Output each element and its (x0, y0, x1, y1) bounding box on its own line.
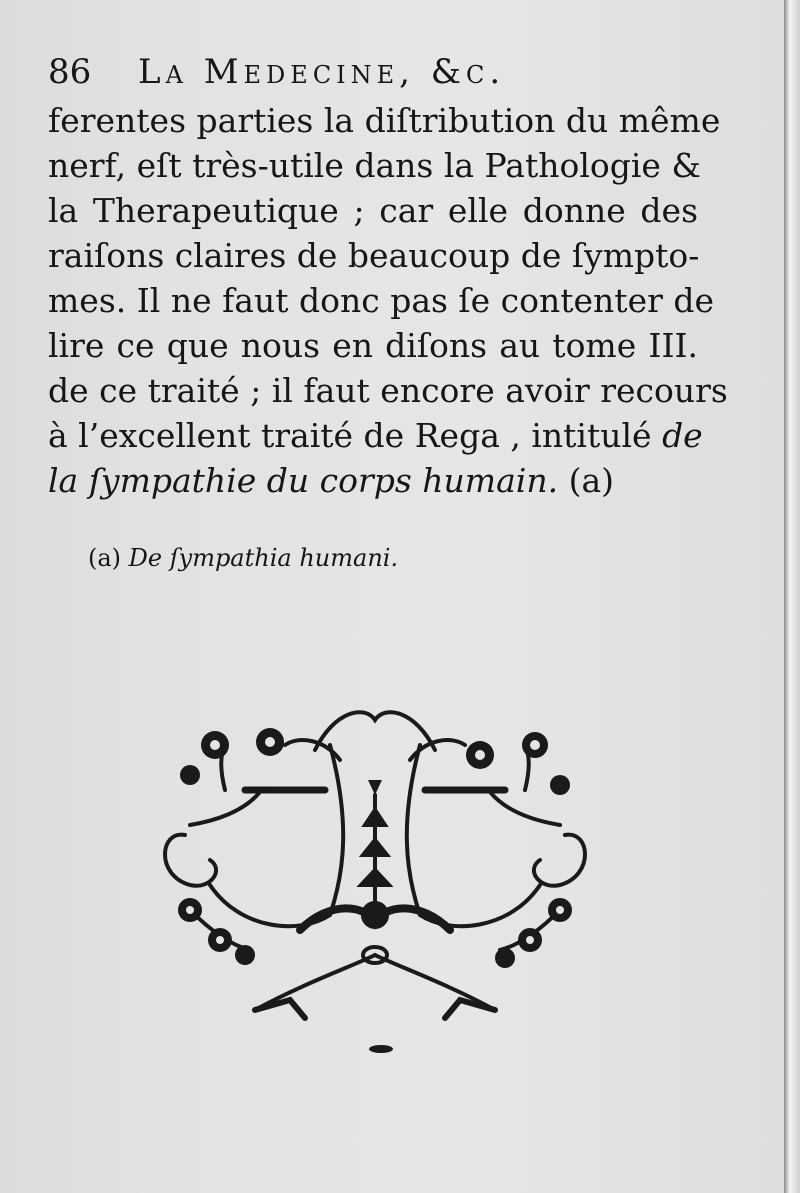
page-header (48, 52, 608, 92)
text-line: nerf, eſt très-utile dans la Pathologie & (48, 146, 701, 185)
text-line-last (48, 458, 698, 503)
book-title-italic: la ſympathie du corps humain. (48, 461, 559, 500)
text-line: la Therapeutique ; car elle donne des (48, 191, 698, 230)
italic-tail: de (662, 416, 703, 455)
footnote (88, 540, 398, 576)
body-text (48, 98, 728, 503)
text-line: lire ce que nous en diſons au tome III. (48, 326, 698, 365)
text-line: ferentes parties la diſtribution du même (48, 101, 721, 140)
footnote-reference: (a) (558, 461, 614, 500)
text-line: raiſons claires de beaucoup de ſympto- (48, 236, 700, 275)
floral-cul-de-lampe-icon (150, 700, 600, 1060)
text-line: de ce traité ; il faut encore avoir recours (48, 371, 728, 410)
footnote-text: De ſympathia humani. (128, 544, 399, 572)
footnote-marker: (a) (88, 544, 129, 572)
text-line-with-italic-tail (48, 413, 703, 458)
text-line: mes. Il ne faut donc pas ſe contenter de (48, 281, 715, 320)
running-title: La Medecine, &c. (138, 52, 506, 92)
page-number: 86 (48, 52, 92, 92)
ink-mark-icon (368, 1044, 394, 1054)
text-line-roman: à l’excellent traité de Rega , intitulé (48, 416, 652, 455)
page-edge (784, 0, 800, 1193)
